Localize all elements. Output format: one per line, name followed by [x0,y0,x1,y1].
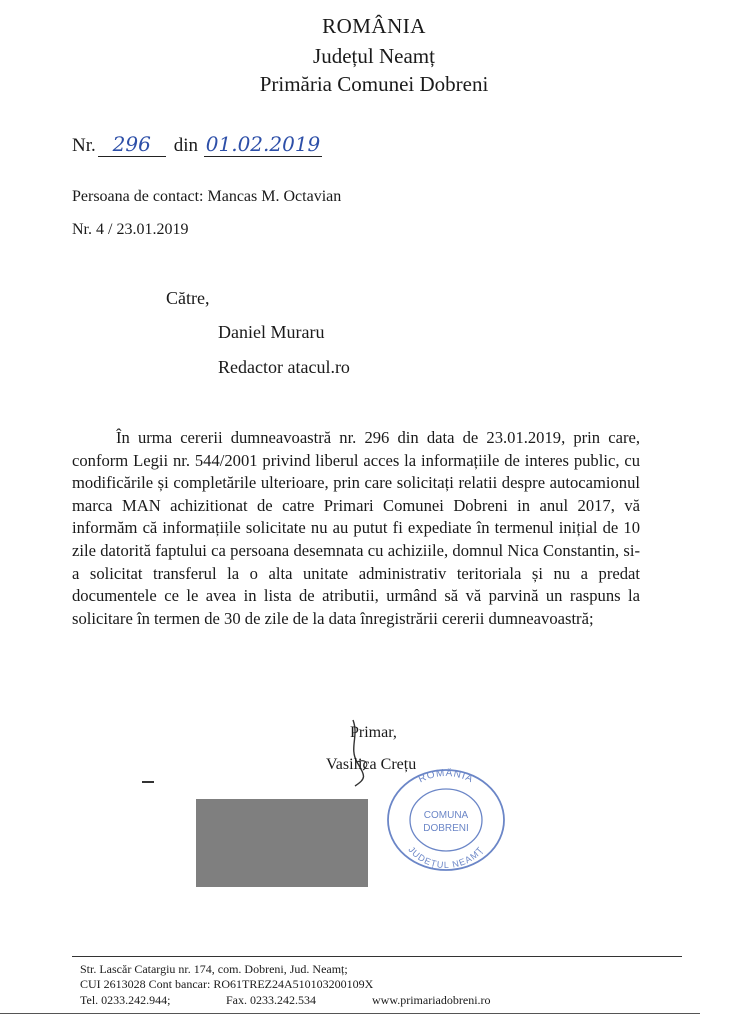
official-stamp-icon [384,768,508,872]
header-county: Județul Neamț [313,44,435,68]
stamp-center-line2: DOBRENI [423,823,469,834]
registration-number: 296 [98,132,166,157]
footer-website-link[interactable]: www.primariadobreni.ro [372,993,491,1007]
addressee-name: Daniel Muraru [218,322,325,342]
stamp-center-line1: COMUNA [423,810,469,821]
registration-nr-label: Nr. [72,135,96,156]
contact-person: Persoana de contact: Mancas M. Octavian [72,188,342,205]
header-authority: Primăria Comunei Dobreni [259,72,489,96]
svg-text:JUDEȚUL NEAMȚ: JUDEȚUL NEAMȚ [406,844,486,871]
registration-line [72,132,322,157]
footer-fax: Fax. 0233.242.534 [226,993,316,1007]
registration-din-label: din [173,135,199,156]
footer-divider [72,956,682,957]
reference-number: Nr. 4 / 23.01.2019 [72,221,189,238]
redaction-block [196,799,368,887]
footer-address: Str. Lascăr Catargiu nr. 174, com. Dobreni, Jud. Neamț; [80,962,348,976]
addressee-role: Redactor atacul.ro [218,357,350,377]
letter-body: În urma cererii dumneavoastră nr. 296 din data de 23.01.2019, prin care, conform Legii nr. 544/2001 privind liberul acces la informațiile de interes public, cu modificările și completările ulterioare, prin care solicitați relatii despre autocamionul marca MAN achizitionat de catre Primari Comunei Dobreni in anul 2017, vă informăm că informațiile solicitate nu au putut fi expediate în termenul inițial de 10 zile datorită faptului ca persoana desemnata cu achiziile, domnul Nica Constantin, si-a solicitat transferul la o alta unitate administrativ teritoriala și nu a predat documentele ce le avea in lista de atributii, urmând să vă parvină un raspuns la solicitare în termen de 30 de zile de la data înregistrării cererii dumneavoastră; [72,428,640,628]
registration-date: 01.02.2019 [205,132,321,156]
addressee-to: Către, [166,288,210,308]
footer-tel: Tel. 0233.242.944; [80,993,171,1007]
footer-contact-row [80,993,520,1007]
bottom-divider [0,1013,700,1014]
stray-mark [142,781,154,783]
footer-bank: CUI 2613028 Cont bancar: RO61TREZ24A510103200109X [80,977,374,991]
svg-text:ROMÂNIA: ROMÂNIA [416,768,476,786]
signature-title: Primar, [350,724,397,741]
signature-name: Vasilica Crețu [326,756,417,773]
header-country: ROMÂNIA [322,14,426,38]
